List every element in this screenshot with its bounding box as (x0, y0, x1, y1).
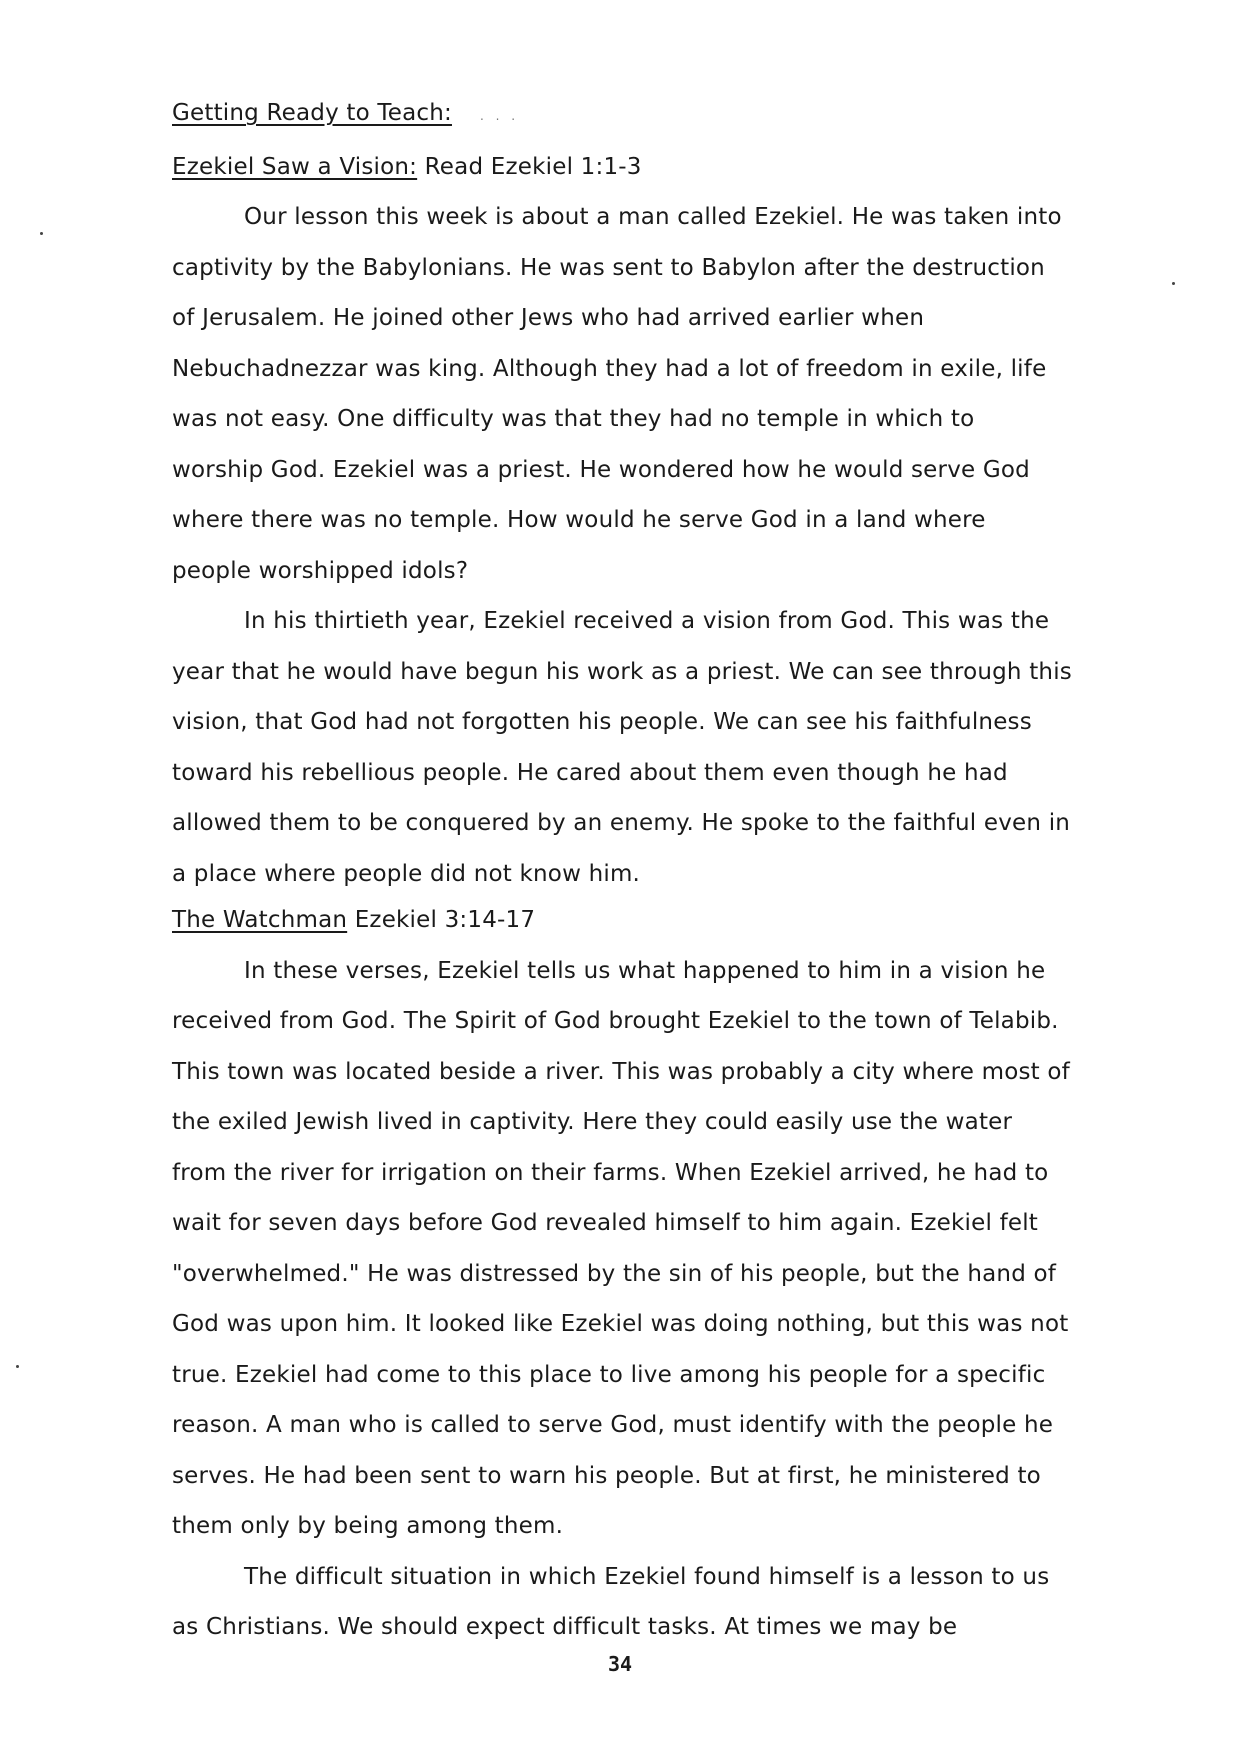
document-body (172, 88, 1072, 1653)
scripture-reference-vision: Read Ezekiel 1:1-3 (424, 153, 642, 180)
scripture-reference-watchman: Ezekiel 3:14-17 (354, 907, 536, 933)
paragraph: Our lesson this week is about a man called Ezekiel. He was taken into captivity by the Babylonians. He was sent to Babylon after the destruction of Jerusalem. He joined other Jews who had arrived earlier when Nebuchadnezzar was king. Although they had a lot of freedom in exile, life was not easy. One difficulty was that they had no temple in which to worship God. Ezekiel was a priest. He wondered how he would serve God where there was no temple. How would he serve God in a land where people worshipped idols? (172, 204, 1062, 584)
page-number: 34 (607, 1652, 633, 1676)
title-line (172, 88, 1072, 142)
subheading-vision: Ezekiel Saw a Vision: (172, 153, 418, 180)
subheading-line-vision (172, 142, 1072, 193)
paragraph: The difficult situation in which Ezekiel found himself is a lesson to us as Christians. We should expect difficult tasks. At times we may be (172, 1563, 1050, 1640)
section-title: Getting Ready to Teach: (172, 100, 452, 126)
subheading-line-watchman (172, 895, 1072, 946)
scan-mark: . . . (479, 109, 520, 123)
paragraph: In these verses, Ezekiel tells us what happened to him in a vision he received from God. The Spirit of God brought Ezekiel to the town of Telabib. This town was located beside a river. This was probably a city where most of the exiled Jewish lived in captivity. Here they could easily use the water from the river for irrigation on their farms. When Ezekiel arrived, he had to wait for seven days before God revealed himself to him again. Ezekiel felt "overwhelmed." He was distressed by the sin of his people, but the hand of God was upon him. It looked like Ezekiel was doing nothing, but this was not true. Ezekiel had come to this place to live among his people for a specific reason. A man who is called to serve God, must identify with the people he serves. He had been sent to warn his people. But at first, he ministered to them only by being among them. (172, 957, 1070, 1539)
scan-speck (40, 232, 43, 235)
scan-speck (1172, 282, 1175, 285)
paragraph: In his thirtieth year, Ezekiel received a vision from God. This was the year that he would have begun his work as a priest. We can see through this vision, that God had not forgotten his people. We can see his faithfulness toward his rebellious people. He cared about them even though he had allowed them to be conquered by an enemy. He spoke to the faithful even in a place where people did not know him. (172, 608, 1072, 887)
subheading-watchman: The Watchman (172, 907, 348, 933)
scan-speck (16, 1365, 19, 1368)
